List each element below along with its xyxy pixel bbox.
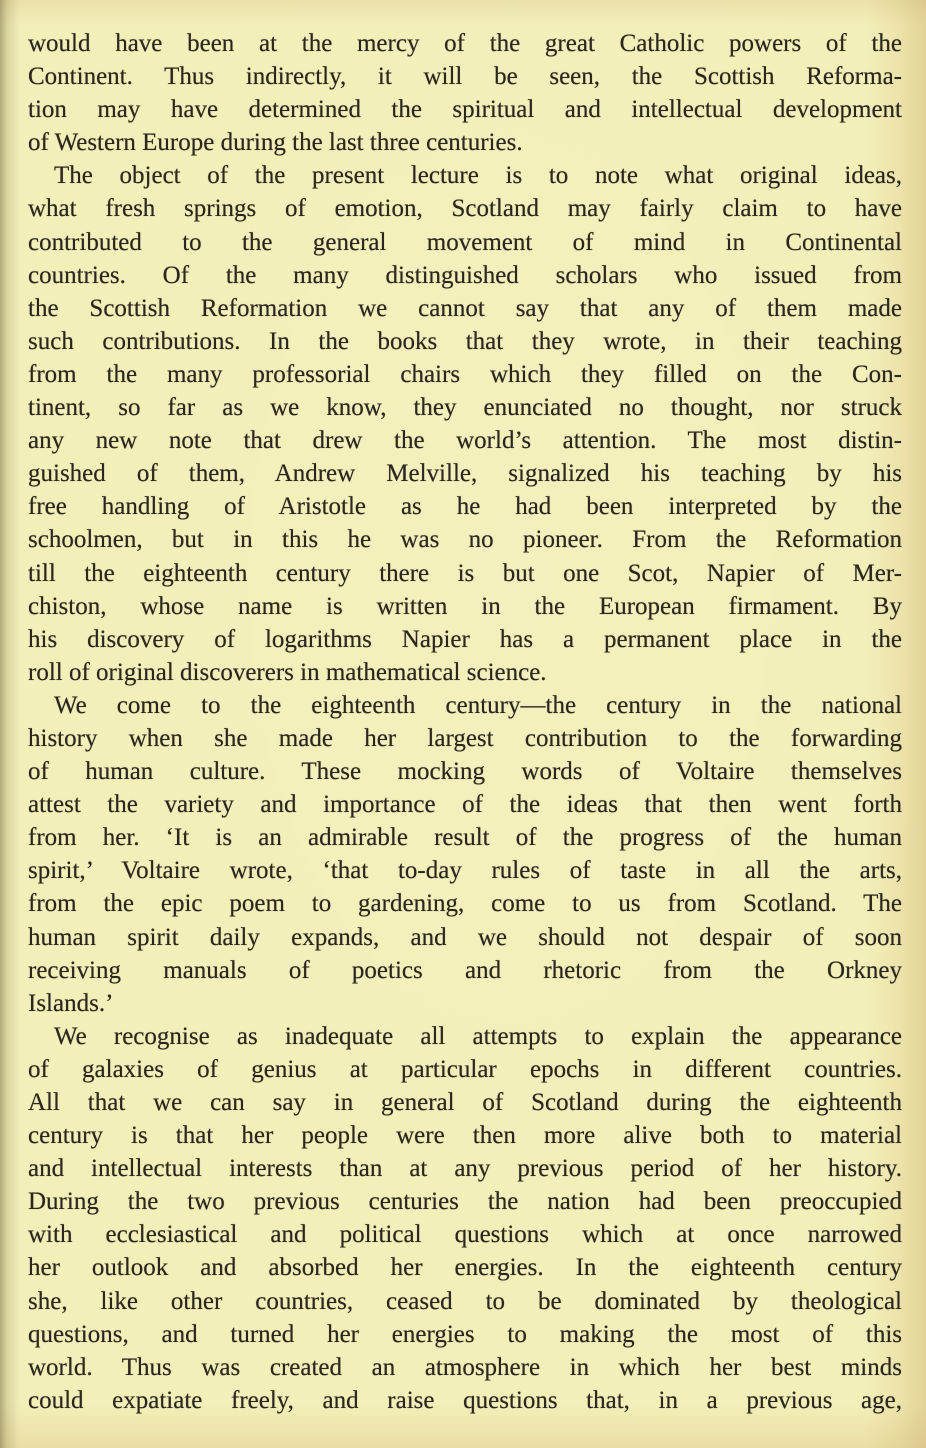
text-line: her outlook and absorbed her energies. In the eighteenth century (28, 1254, 902, 1282)
text-line: roll of original discoverers in mathematical science. (28, 658, 547, 686)
text-line: Islands.’ (28, 989, 114, 1017)
text-line: would have been at the mercy of the great Catholic powers of the (28, 30, 902, 57)
text-line: from her. ‘It is an admirable result of the progress of the human (28, 824, 902, 852)
text-line: Continent. Thus indirectly, it will be seen, the Scottish Reforma- (28, 63, 902, 91)
text-line: During the two previous centuries the nation had been preoccupied (28, 1188, 902, 1216)
text-line: could expatiate freely, and raise questions that, in a previous age, (28, 1386, 902, 1414)
text-line: schoolmen, but in this he was no pioneer. From the Reformation (28, 526, 902, 554)
text-line: of galaxies of genius at particular epochs in different countries. (28, 1055, 902, 1083)
text-line: century is that her people were then more alive both to material (28, 1122, 902, 1150)
text-line: guished of them, Andrew Melville, signalized his teaching by his (28, 460, 902, 488)
text-line: We come to the eighteenth century—the century in the national (54, 691, 902, 719)
text-line: of Western Europe during the last three centuries. (28, 129, 523, 157)
text-line: history when she made her largest contribution to the forwarding (28, 724, 902, 752)
text-line: The object of the present lecture is to note what original ideas, (54, 162, 902, 190)
text-line: tion may have determined the spiritual and intellectual development (28, 96, 902, 124)
text-line: receiving manuals of poetics and rhetoric from the Orkney (28, 956, 902, 984)
text-line: from the many professorial chairs which they filled on the Con- (28, 360, 902, 388)
text-line: All that we can say in general of Scotland during the eighteenth (28, 1089, 902, 1116)
text-line: with ecclesiastical and political questions which at once narrowed (28, 1221, 902, 1249)
text-line: and intellectual interests than at any previous period of her history. (28, 1155, 902, 1183)
text-line: till the eighteenth century there is but one Scot, Napier of Mer- (28, 559, 902, 587)
text-line: We recognise as inadequate all attempts to explain the appearance (54, 1022, 902, 1050)
text-line: questions, and turned her energies to making the most of this (28, 1320, 902, 1348)
text-line: free handling of Aristotle as he had been interpreted by the (28, 493, 902, 521)
text-line: world. Thus was created an atmosphere in which her best minds (28, 1353, 902, 1381)
text-line: tinent, so far as we know, they enunciated no thought, nor struck (28, 394, 902, 422)
text-line: of human culture. These mocking words of Voltaire themselves (28, 758, 902, 786)
text-line: any new note that drew the world’s attention. The most distin- (28, 427, 902, 455)
text-line: such contributions. In the books that they wrote, in their teaching (28, 327, 902, 355)
text-line: what fresh springs of emotion, Scotland may fairly claim to have (28, 195, 902, 223)
text-line: from the epic poem to gardening, come to us from Scotland. The (28, 890, 902, 918)
text-line: his discovery of logarithms Napier has a permanent place in the (28, 625, 902, 653)
text-line: spirit,’ Voltaire wrote, ‘that to-day rules of taste in all the arts, (28, 857, 902, 885)
page-text-block (28, 27, 902, 1417)
text-line: chiston, whose name is written in the European firmament. By (28, 592, 902, 620)
text-line: human spirit daily expands, and we should not despair of soon (28, 923, 902, 951)
text-line: countries. Of the many distinguished scholars who issued from (28, 261, 902, 289)
text-line: the Scottish Reformation we cannot say that any of them made (28, 294, 902, 322)
text-line: attest the variety and importance of the ideas that then went forth (28, 791, 902, 819)
text-line: contributed to the general movement of mind in Continental (28, 228, 902, 256)
text-line: she, like other countries, ceased to be dominated by theological (28, 1287, 902, 1315)
